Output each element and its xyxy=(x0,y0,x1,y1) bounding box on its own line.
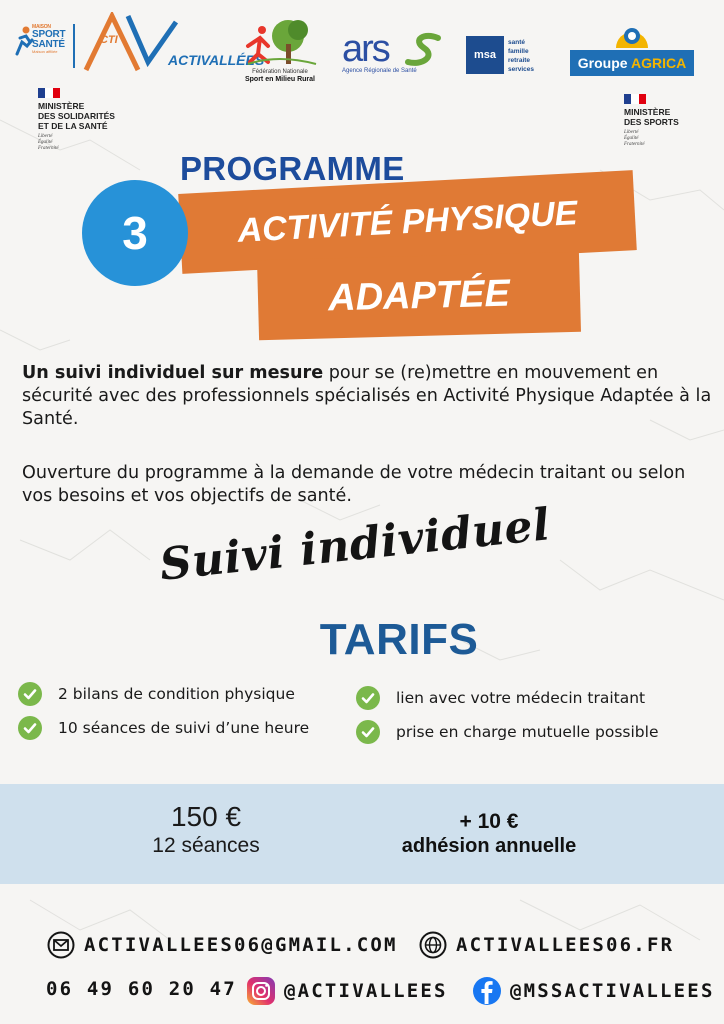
website-contact[interactable] xyxy=(418,930,674,960)
title-banner-line2: ADAPTÉE xyxy=(257,252,581,340)
ars-word: ars xyxy=(342,28,389,70)
msa-logo xyxy=(466,36,556,78)
facebook-text: @MSSACTIVALLEES xyxy=(510,980,715,1002)
envelope-icon xyxy=(46,930,76,960)
motto-line: Fraternité xyxy=(624,142,645,147)
mss-line1: MAISON xyxy=(32,24,51,30)
globe-icon xyxy=(418,930,448,960)
programme-heading: PROGRAMME xyxy=(180,150,405,187)
ffsmr-logo xyxy=(238,16,322,94)
minsport-line1: MINISTÈRE xyxy=(624,107,671,117)
price-band xyxy=(0,784,724,884)
website-text: ACTIVALLEES06.FR xyxy=(456,934,675,956)
membership-price: + 10 € xyxy=(459,810,519,833)
email-text: ACTIVALLEES06@GMAIL.COM xyxy=(84,934,398,956)
ars-logo xyxy=(340,28,450,82)
price-sessions: 12 séances xyxy=(152,834,260,857)
ffsmr-line2: Sport en Milieu Rural xyxy=(244,76,315,83)
msa-line: santé xyxy=(508,39,525,46)
motto-line: Égalité xyxy=(624,136,639,141)
ars-subtitle: Agence Régionale de Santé xyxy=(342,68,417,74)
motto-line: Égalité xyxy=(38,140,53,145)
ministere-solidarites-logo xyxy=(38,88,138,151)
minsol-line3: ET DE LA SANTÉ xyxy=(38,121,108,131)
check-icon xyxy=(356,720,380,744)
agrica-prefix: Groupe xyxy=(577,55,631,71)
email-contact[interactable] xyxy=(46,930,398,960)
msa-line: famille xyxy=(508,48,529,55)
agrica-emblem-icon xyxy=(612,22,652,52)
tarifs-heading: TARIFS xyxy=(319,615,479,664)
phone-contact[interactable] xyxy=(46,978,237,1000)
checklist-item xyxy=(18,682,295,706)
phone-text: 06 49 60 20 47 xyxy=(46,978,237,1000)
script-heading: Suivi individuel xyxy=(157,499,553,591)
checklist-item xyxy=(356,686,645,710)
intro-paragraph-2: Ouverture du programme à la demande de votre médecin traitant ou selon vos besoins et vos objectifs de santé. xyxy=(22,463,686,506)
tarifs-heading-wrap xyxy=(0,615,724,665)
msa-line: services xyxy=(508,66,535,73)
mss-tagline: Maison affiliée xyxy=(32,49,58,54)
french-flag-icon xyxy=(624,94,646,104)
price-amount: 150 € xyxy=(170,801,242,832)
intro-paragraph xyxy=(22,362,712,431)
msa-line: retraite xyxy=(508,57,531,64)
programme-number-badge: 3 xyxy=(82,180,188,286)
agrica-name: AGRICA xyxy=(630,55,687,71)
instagram-icon xyxy=(246,976,276,1006)
ffsmr-line1: Fédération Nationale xyxy=(252,69,308,75)
motto-line: Fraternité xyxy=(38,146,59,151)
ars-swoosh-icon xyxy=(404,32,444,68)
instagram-text: @ACTIVALLEES xyxy=(284,980,448,1002)
agrica-logo xyxy=(570,22,694,78)
facebook-icon xyxy=(472,976,502,1006)
instagram-contact[interactable] xyxy=(246,976,448,1006)
activallees-short: CTI xyxy=(100,34,118,46)
activallees-name: ACTIVALLÉES xyxy=(168,52,265,68)
mss-line3: SANTÉ xyxy=(32,39,65,50)
minsol-line2: DES SOLIDARITÉS xyxy=(38,111,115,121)
check-icon xyxy=(18,716,42,740)
intro-rest: pour se (re)mettre en mouvement en sécurité avec des professionnels spécialisés en Activité Physique Adaptée à la Santé. xyxy=(22,363,712,429)
runner-icon xyxy=(12,26,34,56)
tree-runner-icon xyxy=(238,16,322,68)
check-icon xyxy=(18,682,42,706)
checklist-label: 10 séances de suivi d’une heure xyxy=(58,719,310,737)
ministere-sports-logo xyxy=(624,94,714,154)
title-banner-line1: ACTIVITÉ PHYSIQUE xyxy=(178,170,637,274)
minsol-line1: MINISTÈRE xyxy=(38,101,85,111)
membership-label: adhésion annuelle xyxy=(401,835,577,857)
checklist-item xyxy=(356,720,659,744)
facebook-contact[interactable] xyxy=(472,976,715,1006)
agrica-wordmark xyxy=(570,50,694,76)
msa-box: msa xyxy=(466,36,504,74)
intro-bold: Un suivi individuel sur mesure xyxy=(22,363,324,383)
check-icon xyxy=(356,686,380,710)
checklist-label: lien avec votre médecin traitant xyxy=(396,689,646,707)
french-flag-icon xyxy=(38,88,60,98)
motto-line: Liberté xyxy=(38,134,53,139)
checklist-label: prise en charge mutuelle possible xyxy=(396,723,659,741)
checklist-item xyxy=(18,716,309,740)
activallees-logo xyxy=(72,12,265,82)
checklist-label: 2 bilans de condition physique xyxy=(58,685,295,703)
minsport-line2: DES SPORTS xyxy=(624,117,679,127)
motto-line: Liberté xyxy=(624,130,639,135)
maison-sport-sante-logo xyxy=(12,22,68,66)
mss-line2: SPORT xyxy=(32,29,66,40)
